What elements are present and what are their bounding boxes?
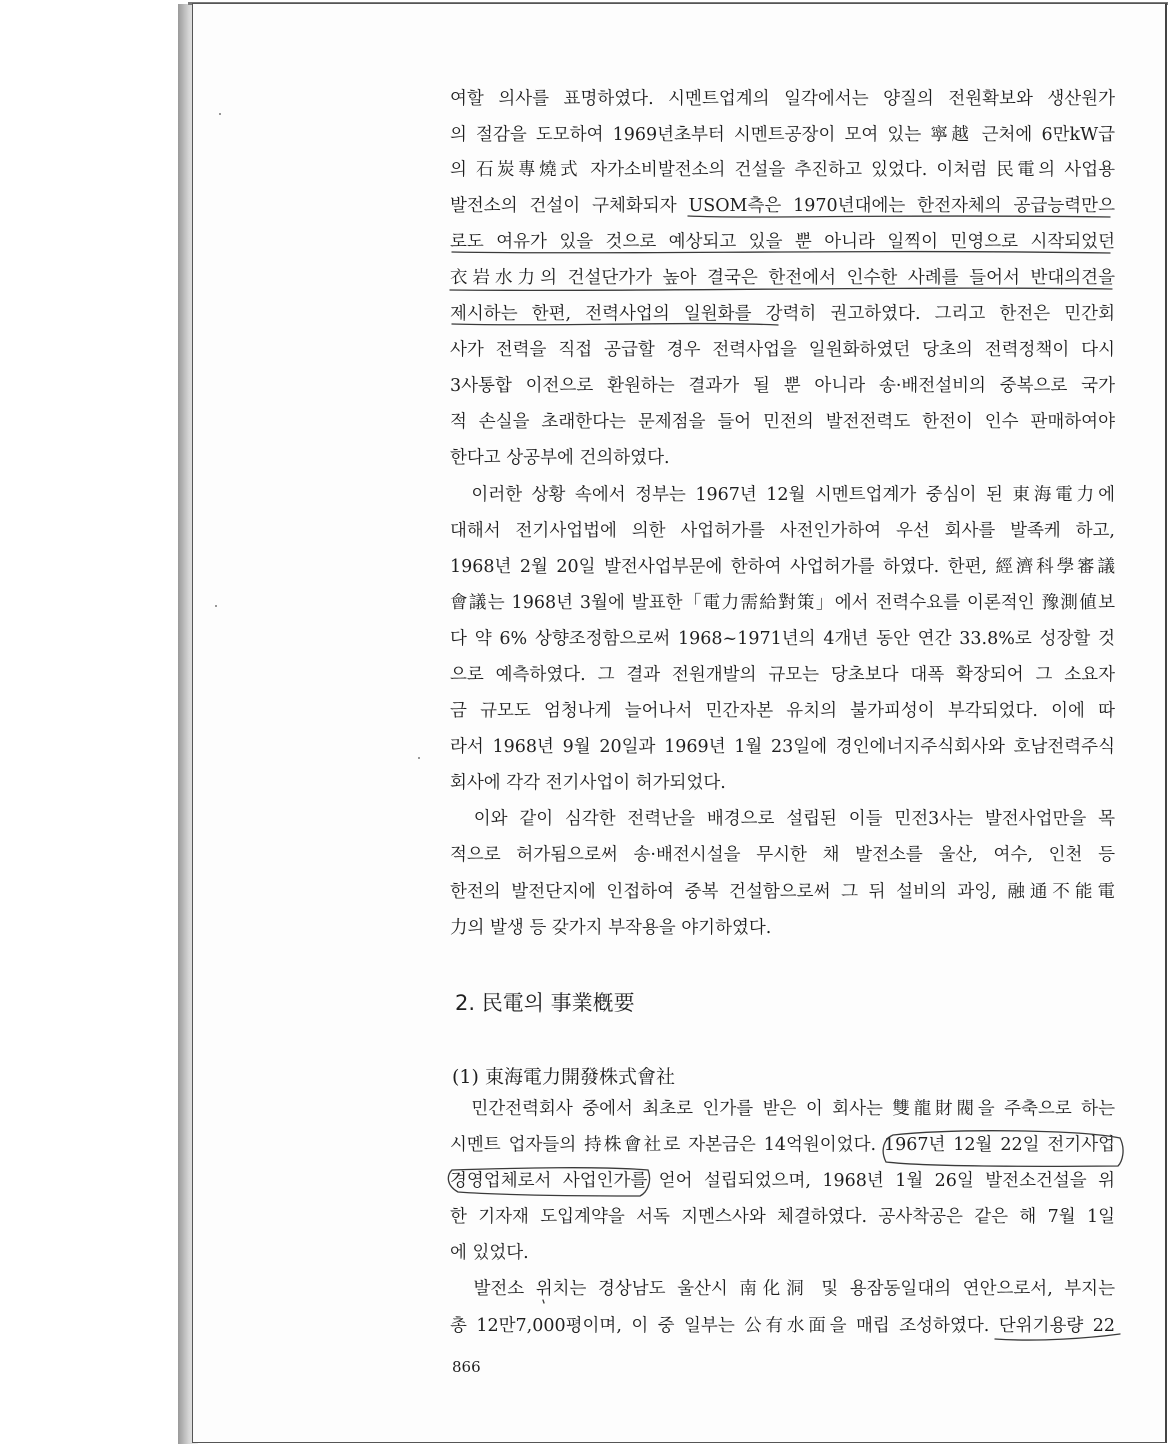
body-line: 으로 예측하였다. 그 결과 전원개발의 규모는 당초보다 대폭 확장되어 그 소요자 [450,665,1115,685]
scan-speck [219,113,221,115]
body-line: 에 있었다. [450,1243,529,1263]
body-line: 다 약 6% 상향조정함으로써 1968~1971년의 4개년 동안 연간 33.8%로 성장할 것 [450,629,1115,649]
body-line: 力의 발생 등 갖가지 부작용을 야기하였다. [450,918,772,938]
body-line: 발전소의 건설이 구체화되자 USOM측은 1970년대에는 한전자체의 공급능력만으 [450,196,1115,216]
scan-speck [418,757,420,759]
body-line: 시멘트 업자들의 持株會社로 자본금은 14억원이었다. 1967년 12월 22일 전기사업 [450,1135,1115,1155]
body-line: 대해서 전기사업법에 의한 사업허가를 사전인가하여 우선 회사를 발족케 하고, [450,521,1115,541]
section-heading: 2. 民電의 事業槪要 [455,991,635,1015]
body-line: 한전의 발전단지에 인접하여 중복 건설함으로써 그 뒤 설비의 과잉, 融通不能電 [450,882,1115,902]
body-line: 로도 여유가 있을 것으로 예상되고 있을 뿐 아니라 일찍이 민영으로 시작되었던 [450,232,1115,252]
body-line: 의 절감을 도모하여 1969년초부터 시멘트공장이 모여 있는 寧越 근처에 6만kW급 [450,125,1115,145]
body-line: 여할 의사를 표명하였다. 시멘트업계의 일각에서는 양질의 전원확보와 생산원가 [450,89,1115,109]
body-line: 민간전력회사 중에서 최초로 인가를 받은 이 회사는 雙龍財閥을 주축으로 하는 [450,1099,1115,1119]
body-line: 사가 전력을 직접 공급할 경우 전력사업을 일원화하였던 당초의 전력정책이 다시 [450,340,1115,360]
body-line: 적 손실을 초래한다는 문제점을 들어 민전의 발전전력도 한전이 인수 판매하여야 [450,412,1115,432]
body-line: 회사에 각각 전기사업이 허가되었다. [450,773,726,793]
body-line: 1968년 2월 20일 발전사업부문에 한하여 사업허가를 하였다. 한편, 經濟科學審議 [450,557,1115,577]
body-line: 한 기자재 도입계약을 서독 지멘스사와 체결하였다. 공사착공은 같은 해 7월 1일 [450,1207,1115,1227]
body-line: 제시하는 한편, 전력사업의 일원화를 강력히 권고하였다. 그리고 한전은 민간회 [450,304,1115,324]
body-line: 의 石炭專燒式 자가소비발전소의 건설을 추진하고 있었다. 이처럼 民電의 사업용 [450,160,1115,180]
subsection-heading: (1) 東海電力開發株式會社 [452,1066,675,1088]
scan-speck [215,605,217,607]
body-line: 총 12만7,000평이며, 이 중 일부는 公有水面을 매립 조성하였다. 단위기용량 22 [450,1316,1115,1336]
body-line: 금 규모도 엄청나게 늘어나서 민간자본 유치의 불가피성이 부각되었다. 이에 따 [450,701,1115,721]
body-line: 발전소 위치는 경상남도 울산시 南化洞 및 용잠동일대의 연안으로서, 부지는 [450,1279,1115,1299]
body-line: 이러한 상황 속에서 정부는 1967년 12월 시멘트업계가 중심이 된 東海電力에 [450,485,1115,505]
body-line: 衣岩水力의 건설단가가 높아 결국은 한전에서 인수한 사례를 들어서 반대의견을 [450,268,1115,288]
body-line: 이와 같이 심각한 전력난을 배경으로 설립된 이들 민전3사는 발전사업만을 목 [450,809,1115,829]
body-line: 會議는 1968년 3월에 발표한「電力需給對策」에서 전력수요를 이론적인 豫測値보 [450,593,1115,613]
body-line: 한다고 상공부에 건의하였다. [450,448,670,468]
body-line: 경영업체로서 사업인가를 얻어 설립되었으며, 1968년 1월 26일 발전소건설을 위 [450,1171,1115,1191]
body-line: 라서 1968년 9월 20일과 1969년 1월 23일에 경인에너지주식회사와 호남전력주식 [450,737,1115,757]
body-line: 적으로 허가됨으로써 송·배전시설을 무시한 채 발전소를 울산, 여수, 인천 등 [450,845,1115,865]
body-line: 3사통합 이전으로 환원하는 결과가 될 뿐 아니라 송·배전설비의 중복으로 국가 [450,376,1115,396]
page-number: 866 [452,1358,481,1376]
